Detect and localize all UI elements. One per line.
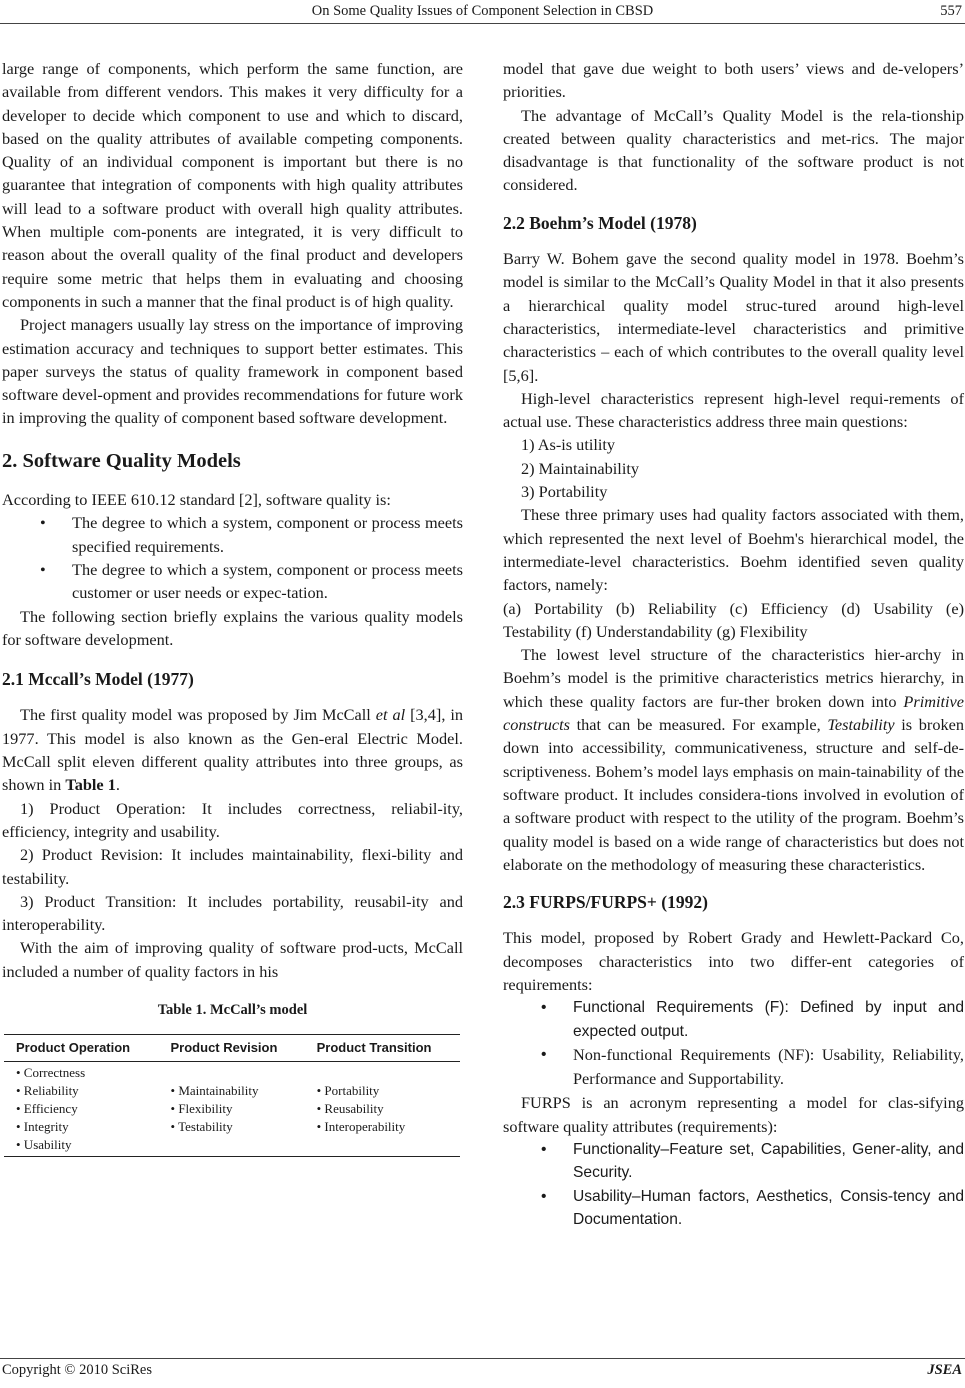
bullet-icon: •: [40, 559, 46, 579]
bullet-icon: •: [541, 1141, 547, 1159]
subsection-heading: 2.2 Boehm’s Model (1978): [503, 212, 697, 233]
list-item: 3) Portability: [521, 482, 608, 502]
paragraph: (a) Portability (b) Reliability (c) Efficiency (d) Usability (e) Testability (f) Understandability (g) Flexibility: [503, 598, 964, 641]
list-item: 2) Maintainability: [521, 458, 640, 478]
paragraph: 3) Product Transition: It includes portability, reusabil-ity and interoperability.: [2, 891, 463, 935]
left-column: [2, 57, 463, 1157]
list-item: • Non-functional Requirements (NF): Usability, Reliability, Performance and Supportability.: [541, 1044, 964, 1089]
paragraph: Barry W. Bohem gave the second quality model in 1978. Boehm’s model is similar to the McCall’s Quality Model in that it also presents a hierarchical quality model struc-tured around high-level characteristics, intermediate-level characteristics and primitive characteristics – each of which contributes to the overall quality level [5,6].: [503, 249, 964, 385]
journal-abbrev: JSEA: [927, 1362, 962, 1378]
column-header: Product Operation: [4, 1035, 159, 1062]
paragraph: large range of components, which perform the same function, are available from different vendors. This makes it very difficulty for a developer to decide which component to use and which to discard, based on the quality attributes of available competing components. Quality of an individual component is important but there is no guarantee that integration of components with high quality attributes will lead to a software product with overall high quality attributes. When multiple com-ponents are integrated, it is very difficult to reason about the overall quality of the final product and developers require some metric that helps them in evaluating and choosing components in such a manner that the final product is of high quality.: [2, 59, 463, 311]
table-cell: • Maintainability • Flexibility • Testability: [159, 1062, 305, 1157]
table-header-row: [4, 1035, 460, 1062]
table-cell: • Portability • Reusability • Interoperability: [305, 1062, 460, 1157]
table-row: [4, 1062, 460, 1157]
list-item: • Functional Requirements (F): Defined by input and expected output.: [503, 996, 964, 1043]
table-ref-link[interactable]: Table 1: [65, 775, 116, 795]
paragraph: According to IEEE 610.12 standard [2], software quality is:: [2, 490, 391, 510]
column-header: Product Transition: [305, 1035, 460, 1062]
list-item: • The degree to which a system, component or process meets specified requirements.: [40, 513, 463, 556]
table-caption: Table 1. McCall’s model: [157, 1001, 308, 1018]
subsection-heading: 2.1 Mccall’s Model (1977): [2, 669, 194, 690]
paragraph: The advantage of McCall’s Quality Model is the rela-tionship created between quality characteristics and met-rics. The major disadvantage is that functionality of the software product is not considered.: [503, 105, 964, 195]
paragraph: The following section briefly explains the various quality models for software development.: [2, 606, 463, 649]
copyright-notice: Copyright © 2010 SciRes: [2, 1362, 152, 1378]
bullet-icon: •: [541, 1187, 547, 1205]
paragraph: Project managers usually lay stress on the importance of improving estimation accuracy and techniques to support better estimates. This paper surveys the status of quality framework in component based software devel-opment and provides recommendations for future work in improving the quality of component based software development.: [2, 315, 463, 428]
footer-rule: [0, 1358, 965, 1359]
paragraph: These three primary uses had quality factors associated with them, which represented the next level of Boehm's hierarchical model, the intermediate-level characteristics. Boehm identified seven quality factors, namely:: [503, 505, 964, 595]
list-item: • Functionality–Feature set, Capabilities, Gener-ality, and Security.: [503, 1138, 964, 1185]
table-cell: • Correctness • Reliability • Efficiency • Integrity • Usability: [4, 1062, 159, 1157]
column-header: Product Revision: [159, 1035, 305, 1062]
subsection-heading: 2.3 FURPS/FURPS+ (1992): [503, 892, 708, 913]
mccall-table: [4, 1034, 460, 1157]
section-heading: 2. Software Quality Models: [2, 449, 241, 472]
paragraph: 1) Product Operation: It includes correctness, reliabil-ity, efficiency, integrity and usability.: [2, 798, 463, 841]
running-header: [0, 0, 965, 24]
bullet-icon: •: [40, 513, 46, 533]
bullet-list: [503, 1138, 964, 1231]
page-number: 557: [940, 3, 962, 19]
right-column: [503, 57, 964, 1231]
bullet-list: [503, 996, 964, 1091]
paragraph: FURPS is an acronym representing a model for clas-sifying software quality attributes (requirements):: [503, 1093, 964, 1136]
paragraph: This model, proposed by Robert Grady and Hewlett-Packard Co, decomposes characteristics into two differ-ent categories of requirements:: [503, 928, 964, 994]
bullet-list: [2, 511, 463, 604]
paragraph: model that gave due weight to both users’ views and de-velopers’ priorities.: [503, 59, 964, 102]
paragraph: With the aim of improving quality of software prod-ucts, McCall included a number of quality factors in his: [2, 938, 463, 981]
list-item: 1) As-is utility: [521, 435, 616, 455]
list-item: • The degree to which a system, component or process meets customer or user needs or expec-tation.: [40, 559, 463, 603]
bullet-icon: •: [541, 1045, 547, 1063]
paragraph: High-level characteristics represent high-level requi-rements of actual use. These characteristics address three main questions:: [503, 388, 964, 432]
paragraph: The lowest level structure of the characteristics hier-archy in Boehm’s model is the primitive characteristics metrics hierarchy, in which these quality factors are fur-ther broken down into Primitive constructs that can be measured. For example, Testability is broken down into accessibility, communicativeness, structure and self-de-scriptiveness. Bohem’s model lays emphasis on main-tainability of the software product. It includes considera-tions involved in evolution of a software product with respect to the utility of the program. Boehm’s quality model is based on a wide range of characteristics but does not elaborate on the methodology of measuring these characteristics.: [503, 645, 964, 874]
bullet-icon: •: [541, 999, 547, 1017]
running-title: On Some Quality Issues of Component Selection in CBSD: [311, 3, 654, 19]
paragraph: 2) Product Revision: It includes maintainability, flexi-bility and testability.: [2, 845, 463, 888]
paragraph: The first quality model was proposed by Jim McCall et al [3,4], in 1977. This model is also known as the Gen-eral Electric Model. McCall split eleven different quality attributes into three groups, as shown in Table 1.: [2, 705, 464, 795]
header-rule: [0, 23, 965, 24]
list-item: • Usability–Human factors, Aesthetics, Consis-tency and Documentation.: [503, 1185, 964, 1232]
